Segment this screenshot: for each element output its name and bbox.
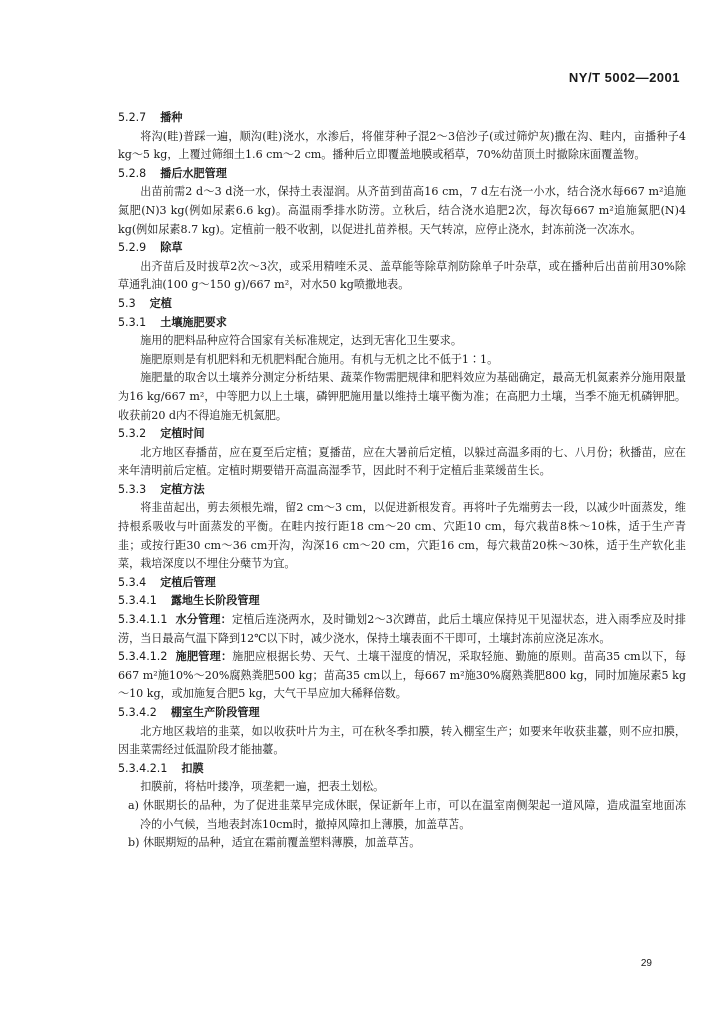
heading-5-3-2 (118, 425, 686, 444)
page-number: 29 (640, 958, 652, 969)
section-number: 5.3.4.2 (118, 706, 157, 719)
heading-5-3-3 (118, 481, 686, 500)
paragraph: 北方地区春播苗，应在夏至后定植；夏播苗，应在大暑前后定植，以躲过高温多雨的七、八月份；秋播苗，应在来年清明前后定植。定植时期要错开高温高湿季节，因此时不利于定植后韭菜缓苗生长。 (118, 445, 686, 478)
section-number: 5.3.4.1.1 (118, 613, 168, 627)
section-number: 5.3.4.2.1 (118, 761, 168, 775)
section-number: 5.3.4.1 (118, 594, 157, 608)
section-number: 5.3 (118, 296, 136, 310)
heading-5-2-8 (118, 165, 686, 184)
section-title: 除草 (160, 241, 183, 255)
list-item-b: b) 休眠期短的品种，适宜在霜前覆盖塑料薄膜，加盖草苫。 (128, 836, 421, 850)
section-number: 5.3.3 (118, 482, 147, 496)
paragraph: 施肥量的取舍以土壤养分测定分析结果、蔬菜作物需肥规律和肥料效应为基础确定，最高无机氮素养分施用限量为16 kg/667 m²，中等肥力以上土壤，磷钾肥施用量以维持土壤平衡为准；在高肥力土壤，当季不施无机磷钾肥。收获前20 d内不得追施无机氮肥。 (118, 371, 686, 422)
paragraph: 将沟(畦)普踩一遍，顺沟(畦)浇水，水渗后，将催芽种子混2～3倍沙子(或过筛炉灰)撒在沟、畦内，亩播种子4 kg～5 kg，上覆过筛细土1.6 cm～2 cm。播种后立即覆盖地膜或稻草，70%幼苗顶土时撤除床面覆盖物。 (118, 129, 686, 162)
page-content (118, 109, 686, 853)
section-number: 5.3.2 (118, 427, 147, 441)
heading-5-3-4-1 (118, 592, 686, 611)
paragraph: 出苗前需2 d～3 d浇一水，保持土表湿润。从齐苗到苗高16 cm，7 d左右浇一小水，结合浇水每667 m²追施氮肥(N)3 kg(例如尿素6.6 kg)。高温雨季排水防涝。立秋后，结合浇水追肥2次，每次每667 m²追施氮肥(N)4 kg(例如尿素8.7 kg)。定植前一般不收割，以促进扎苗养根。天气转凉，应停止浇水，封冻前浇一次冻水。 (118, 185, 686, 236)
section-title: 定植时间 (160, 427, 205, 441)
section-title: 定植后管理 (160, 575, 216, 589)
section-number: 5.2.9 (118, 241, 147, 255)
section-number: 5.3.4.1.2 (118, 650, 168, 664)
heading-5-2-9 (118, 239, 686, 258)
section-title: 棚室生产阶段管理 (170, 706, 260, 719)
clause-5-3-4-1-2 (118, 648, 686, 704)
heading-5-3-4 (118, 574, 686, 593)
clause-5-3-4-1-1 (118, 611, 686, 648)
heading-5-3 (118, 295, 686, 314)
section-number: 5.2.8 (118, 166, 147, 180)
paragraph: 出齐苗后及时拔草2次～3次，或采用精喹禾灵、盖草能等除草剂防除单子叶杂草，或在播种后出苗前用30%除草通乳油(100 g～150 g)/667 m²，对水50 kg喷撒地表。 (118, 259, 686, 292)
section-title: 土壤施肥要求 (160, 315, 227, 329)
section-title: 播种 (160, 111, 183, 124)
paragraph: 北方地区栽培的韭菜，如以收获叶片为主，可在秋冬季扣膜，转入棚室生产；如要来年收获韭薹，则不应扣膜，因韭菜需经过低温阶段才能抽薹。 (118, 724, 686, 757)
heading-5-3-4-2-1 (118, 760, 686, 779)
clause-body: 定植后连浇两水，及时锄划2～3次蹲苗，此后土壤应保持见干见湿状态，进入雨季应及时排涝，当日最高气温下降到12℃以下时，减少浇水，保持土壤表面不干即可，土壤封冻前应浇足冻水。 (118, 613, 686, 645)
paragraph: 施肥原则是有机肥料和无机肥料配合施用。有机与无机之比不低于1∶1。 (140, 352, 499, 366)
heading-5-2-7 (118, 109, 686, 128)
section-title: 定植 (149, 296, 172, 310)
clause-title: 水分管理： (175, 613, 232, 627)
section-number: 5.2.7 (118, 111, 147, 124)
section-title: 定植方法 (160, 482, 205, 496)
clause-body: 施肥应根据长势、天气、土壤干湿度的情况，采取轻施、勤施的原则。苗高35 cm以下，每667 m²施10%～20%腐熟粪肥500 kg；苗高35 cm以上，每667 m²施30%腐熟粪肥800 kg，同时加施尿素5 kg～10 kg，或加施复合肥5 kg，大气干旱应加大稀释倍数。 (118, 650, 686, 701)
clause-title: 施肥管理： (175, 650, 233, 664)
paragraph: 施用的肥料品种应符合国家有关标准规定，达到无害化卫生要求。 (140, 334, 462, 348)
list-item-a: a) 休眠期长的品种，为了促进韭菜早完成休眠，保证新年上市，可以在温室南侧架起一道风障，造成温室地面冻冷的小气候，当地表封冻10cm时，撤掉风障扣上薄膜，加盖草苫。 (128, 798, 686, 831)
section-number: 5.3.4 (118, 575, 147, 589)
section-title: 露地生长阶段管理 (170, 594, 260, 608)
section-number: 5.3.1 (118, 315, 147, 329)
standard-number: NY/T 5002—2001 (568, 70, 680, 85)
paragraph: 将韭苗起出，剪去须根先端，留2 cm～3 cm，以促进新根发育。再将叶子先端剪去一段，以减少叶面蒸发，维持根系吸收与叶面蒸发的平衡。在畦内按行距18 cm～20 cm、穴距10 cm，每穴栽苗8株～10株，适于生产青韭；或按行距30 cm～36 cm开沟，沟深16 cm～20 cm，穴距16 cm，每穴栽苗20株～30株，适于生产软化韭菜，栽培深度以不埋住分蘖节为宜。 (118, 501, 686, 571)
section-title: 播后水肥管理 (160, 166, 227, 180)
section-title: 扣膜 (181, 761, 204, 775)
heading-5-3-1 (118, 314, 686, 333)
paragraph: 扣膜前，将枯叶搂净，项垄耙一遍，把表土划松。 (140, 780, 385, 794)
heading-5-3-4-2 (118, 704, 686, 723)
